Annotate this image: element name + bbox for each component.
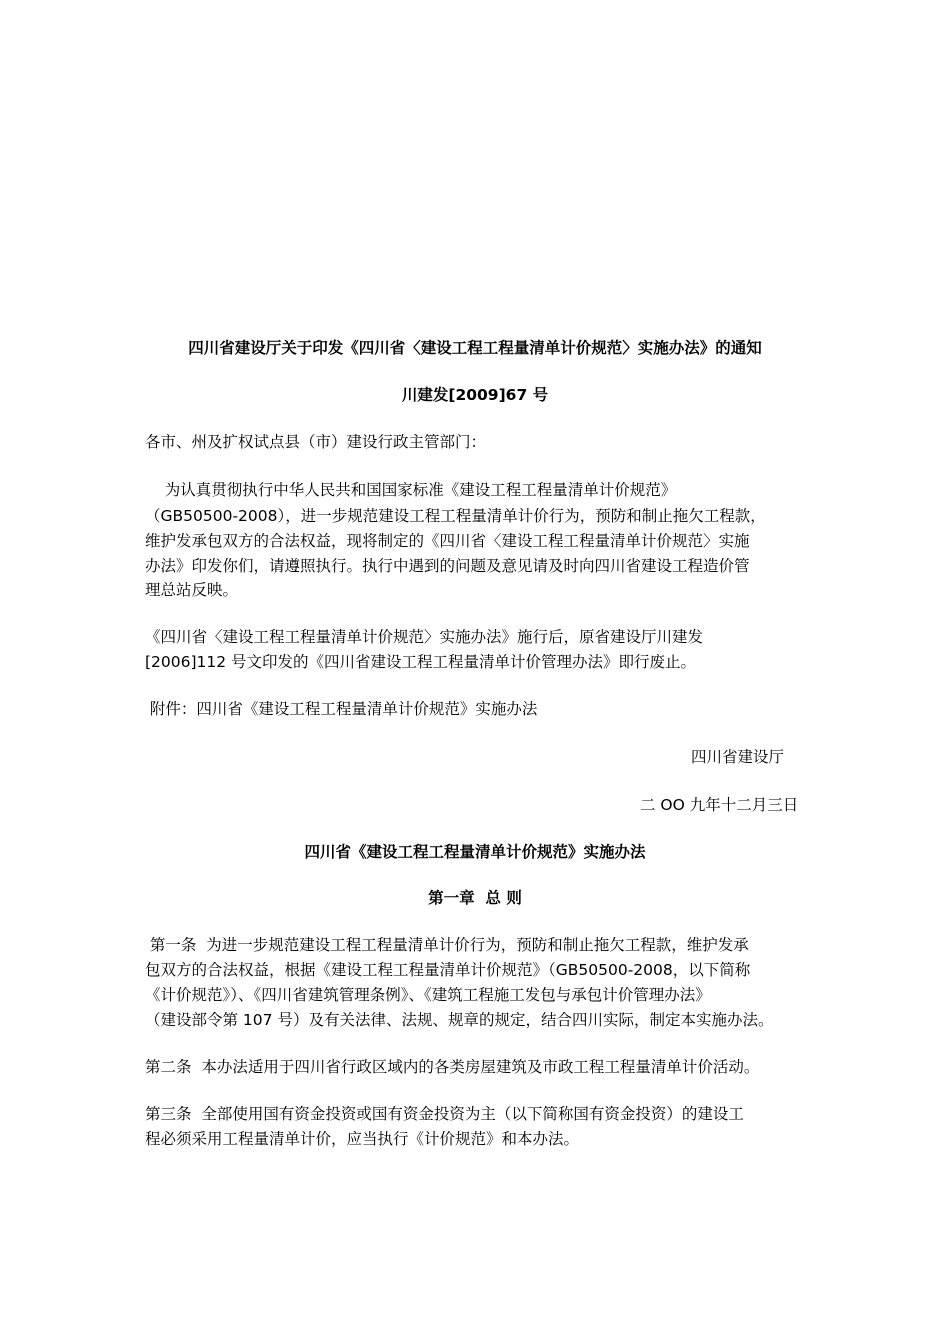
article-2: 第二条 本办法适用于四川省行政区域内的各类房屋建筑及市政工程工程量清单计价活动。 <box>145 1058 760 1076</box>
paragraph-line: 《计价规范》）、《四川省建筑管理条例》、《建筑工程施工发包与承包计价管理办法》 <box>145 986 711 1004</box>
document-number: 川建发[2009]67 号 <box>401 386 549 404</box>
paragraph-line: 理总站反映。 <box>145 581 239 599</box>
paragraph-line: 为认真贯彻执行中华人民共和国国家标准《建设工程工程量清单计价规范》 <box>145 481 677 499</box>
paragraph-line: 维护发承包双方的合法权益，现将制定的《四川省〈建设工程工程量清单计价规范〉实施 <box>145 532 750 550</box>
attachment-note: 附件：四川省《建设工程工程量清单计价规范》实施办法 <box>145 700 538 718</box>
notice-title: 四川省建设厅关于印发《四川省〈建设工程工程量清单计价规范〉实施办法》的通知 <box>188 339 762 357</box>
paragraph-line: 《四川省〈建设工程工程量清单计价规范〉实施办法》施行后，原省建设厅川建发 <box>145 628 704 646</box>
chapter-heading: 第一章 总 则 <box>428 889 522 907</box>
issue-date: 二 OO 九年十二月三日 <box>640 796 799 814</box>
issuer-signature: 四川省建设厅 <box>691 748 785 766</box>
measures-title: 四川省《建设工程工程量清单计价规范》实施办法 <box>304 843 646 861</box>
paragraph-line: 第三条 全部使用国有资金投资或国有资金投资为主（以下简称国有资金投资）的建设工 <box>145 1105 744 1123</box>
paragraph-line: 包双方的合法权益，根据《建设工程工程量清单计价规范》（GB50500-2008，以下简称 <box>145 961 751 979</box>
paragraph-line: 办法》印发你们，请遵照执行。执行中遇到的问题及意见请及时向四川省建设工程造价管 <box>145 557 750 575</box>
paragraph-line: 程必须采用工程量清单计价，应当执行《计价规范》和本办法。 <box>145 1130 580 1148</box>
salutation: 各市、州及扩权试点县（市）建设行政主管部门： <box>145 433 487 451</box>
paragraph-line: [2006]112 号文印发的《四川省建设工程工程量清单计价管理办法》即行废止。 <box>145 653 697 671</box>
paragraph-line: （GB50500-2008），进一步规范建设工程工程量清单计价行为，预防和制止拖欠工程款， <box>145 507 766 525</box>
paragraph-line: （建设部令第 107 号）及有关法律、法规、规章的规定，结合四川实际，制定本实施办法。 <box>145 1011 774 1029</box>
paragraph-line: 第一条 为进一步规范建设工程工程量清单计价行为，预防和制止拖欠工程款，维护发承 <box>145 936 749 954</box>
